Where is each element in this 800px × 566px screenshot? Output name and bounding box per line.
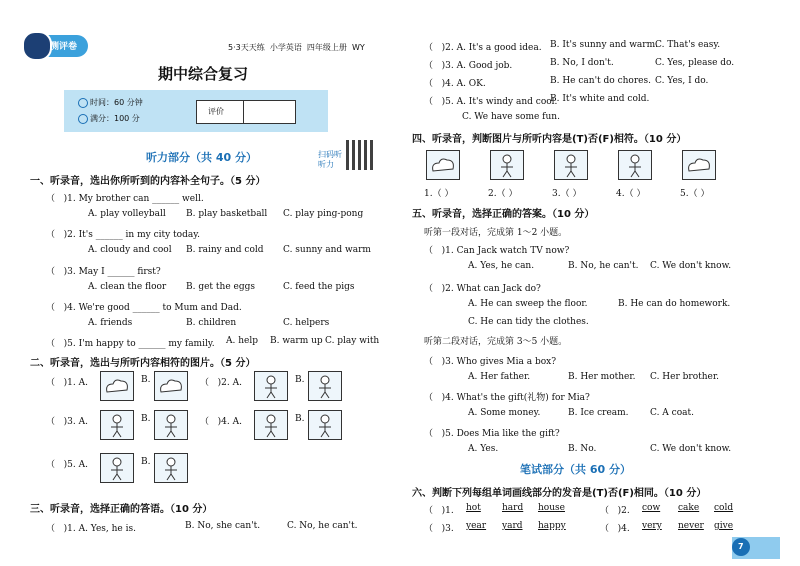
section5-option-c: C. We don't know. — [650, 444, 732, 454]
section6-word: house — [538, 503, 565, 513]
section6-item-2: （ )2. — [600, 506, 630, 516]
dialog1-label: 听第一段对话，完成第 1～2 小题。 — [424, 228, 568, 238]
section5-question-1: （ )1. Can Jack watch TV now? — [424, 246, 570, 256]
section2-label-b: B. — [295, 375, 305, 385]
section5-title: 五、听录音，选择正确的答案。（10 分） — [412, 209, 595, 220]
section4-answer-4: 4.（ ） — [616, 189, 646, 199]
section5-question-2: （ )2. What can Jack do? — [424, 284, 541, 294]
section4-picture-2 — [490, 150, 524, 180]
section1-title: 一、听录音，选出你所听到的内容补全句子。（5 分） — [30, 176, 266, 187]
section5-option-a: A. Some money. — [468, 408, 541, 418]
eval-divider — [243, 100, 244, 124]
clock-icon — [78, 98, 88, 108]
section2-picture-b — [154, 453, 188, 483]
section3-item-1: （ )1. A. Yes, he is. — [46, 524, 136, 534]
section2-picture-b — [154, 410, 188, 440]
section3-question-5: （ )5. A. It's windy and cool. — [424, 97, 558, 107]
section3-question-4: （ )4. A. OK. — [424, 79, 486, 89]
score-icon — [78, 114, 88, 124]
section6-word: very — [642, 521, 662, 531]
section6-word: hot — [466, 503, 481, 513]
dialog2-label: 听第二段对话，完成第 3～5 小题。 — [424, 337, 568, 347]
section6-item-1: （ )1. — [424, 506, 454, 516]
section1-option-b: B. children — [186, 318, 237, 328]
section3-option-c: C. That's easy. — [655, 40, 721, 50]
listening-title: 听力部分（共 40 分） — [146, 151, 257, 164]
section1-option-a: A. help — [226, 336, 258, 346]
section5-option-a: A. Yes, he can. — [468, 261, 535, 271]
section2-label-4: （ )4. A. — [200, 417, 242, 427]
section5-option-c: C. Her brother. — [650, 372, 720, 382]
section5-option-b: B. He can do homework. — [618, 299, 731, 309]
section6-item-3: （ )3. — [424, 524, 454, 534]
section5-option-a: A. Yes. — [468, 444, 499, 454]
section2-title: 二、听录音，选出与所听内容相符的图片。（5 分） — [30, 358, 256, 369]
page-title: 期中综合复习 — [158, 65, 249, 83]
section2-picture-a — [254, 371, 288, 401]
section6-item-4: （ )4. — [600, 524, 630, 534]
section3-item-1-c: C. No, he can't. — [287, 521, 358, 531]
section5-option-b: B. Ice cream. — [568, 408, 629, 418]
section5-option-b: B. No, he can't. — [568, 261, 639, 271]
header-series: 5·3天天练 小学英语 四年级上册 WY — [228, 43, 365, 52]
section1-option-a: A. clean the floor — [88, 282, 167, 292]
section2-picture-a — [100, 453, 134, 483]
section1-question-1: （ )1. My brother can ______ well. — [46, 194, 204, 204]
section4-title: 四、听录音，判断图片与所听内容是(T)否(F)相符。（10 分） — [412, 134, 687, 145]
section2-picture-a — [254, 410, 288, 440]
section5-question-5: （ )5. Does Mia like the gift? — [424, 429, 560, 439]
section1-option-a: A. friends — [88, 318, 133, 328]
section3-option-b: B. It's white and cold. — [550, 94, 650, 104]
section3-option-c: C. Yes, I do. — [655, 76, 709, 86]
section2-label-2: （ )2. A. — [200, 378, 242, 388]
section1-option-b: B. warm up — [270, 336, 323, 346]
section2-label-b: B. — [141, 457, 151, 467]
section1-option-a: A. cloudy and cool — [88, 245, 172, 255]
badge-label: 测评卷 — [50, 42, 78, 52]
section1-option-c: C. play ping-pong — [283, 209, 364, 219]
section2-label-5: （ )5. A. — [46, 460, 88, 470]
section3-option-c: C. Yes, please do. — [655, 58, 735, 68]
section5-question-4: （ )4. What's the gift(礼物) for Mia? — [424, 393, 590, 403]
section6-word: hard — [502, 503, 524, 513]
section6-word: never — [678, 521, 704, 531]
section6-word: give — [714, 521, 734, 531]
eval-label: 评价 — [208, 107, 224, 116]
section2-picture-b — [308, 410, 342, 440]
section1-option-c: C. helpers — [283, 318, 330, 328]
section2-label-1: （ )1. A. — [46, 378, 88, 388]
section2-picture-a — [100, 410, 134, 440]
section5-option-a: A. Her father. — [468, 372, 531, 382]
section6-title: 六、判断下列每组单词画线部分的发音是(T)否(F)相同。（10 分） — [412, 488, 707, 499]
section4-picture-1 — [426, 150, 460, 180]
section5-option-a: A. He can sweep the floor. — [468, 299, 588, 309]
section1-question-3: （ )3. May I ______ first? — [46, 267, 161, 277]
section3-title: 三、听录音，选择正确的答语。（10 分） — [30, 504, 213, 515]
section4-answer-2: 2.（ ） — [488, 189, 518, 199]
section1-option-b: B. rainy and cold — [186, 245, 264, 255]
section5-option-c: C. We don't know. — [650, 261, 732, 271]
section5-option-c: C. A coat. — [650, 408, 694, 418]
section5-question-3: （ )3. Who gives Mia a box? — [424, 357, 557, 367]
section1-option-a: A. play volleyball — [88, 209, 166, 219]
section5-option-b: B. Her mother. — [568, 372, 636, 382]
section6-word: cake — [678, 503, 700, 513]
section6-word: cow — [642, 503, 661, 513]
section1-option-b: B. play basketball — [186, 209, 268, 219]
scan-label: 扫码听听力 — [318, 150, 342, 169]
section1-question-2: （ )2. It's ______ in my city today. — [46, 230, 200, 240]
section1-option-c: C. feed the pigs — [283, 282, 355, 292]
section6-word: cold — [714, 503, 734, 513]
section6-word: happy — [538, 521, 566, 531]
section3-option-b: B. It's sunny and warm. — [550, 40, 658, 50]
section4-picture-3 — [554, 150, 588, 180]
section4-answer-1: 1.（ ） — [424, 189, 454, 199]
section2-label-b: B. — [141, 414, 151, 424]
section2-label-b: B. — [141, 375, 151, 385]
section5-option-c: C. He can tidy the clothes. — [468, 317, 589, 327]
info-score: 满分：100 分 — [90, 114, 140, 123]
section5-option-b: B. No. — [568, 444, 597, 454]
section3-item-1-b: B. No, she can't. — [185, 521, 261, 531]
section2-picture-a — [100, 371, 134, 401]
section2-picture-b — [154, 371, 188, 401]
right-page — [400, 0, 800, 566]
section4-picture-5 — [682, 150, 716, 180]
section4-answer-3: 3.（ ） — [552, 189, 582, 199]
section3-option-c: C. We have some fun. — [462, 112, 560, 122]
section3-question-2: （ )2. A. It's a good idea. — [424, 43, 542, 53]
badge-mascot-icon — [22, 31, 52, 61]
page-number: 7 — [738, 542, 744, 551]
info-time: 时间：60 分钟 — [90, 98, 143, 107]
section6-word: yard — [502, 521, 523, 531]
section1-option-b: B. get the eggs — [186, 282, 255, 292]
section4-picture-4 — [618, 150, 652, 180]
section1-question-5: （ )5. I'm happy to ______ my family. — [46, 339, 215, 349]
section3-question-3: （ )3. A. Good job. — [424, 61, 513, 71]
section4-answer-5: 5.（ ） — [680, 189, 710, 199]
section3-option-b: B. He can't do chores. — [550, 76, 651, 86]
section1-option-c: C. sunny and warm — [283, 245, 371, 255]
qr-code-icon — [346, 140, 376, 170]
section6-word: year — [466, 521, 487, 531]
section2-label-b: B. — [295, 414, 305, 424]
section2-label-3: （ )3. A. — [46, 417, 88, 427]
written-title: 笔试部分（共 60 分） — [520, 463, 631, 476]
section3-option-b: B. No, I don't. — [550, 58, 614, 68]
section1-question-4: （ )4. We're good ______ to Mum and Dad. — [46, 303, 242, 313]
section1-option-c: C. play with — [325, 336, 380, 346]
section2-picture-b — [308, 371, 342, 401]
